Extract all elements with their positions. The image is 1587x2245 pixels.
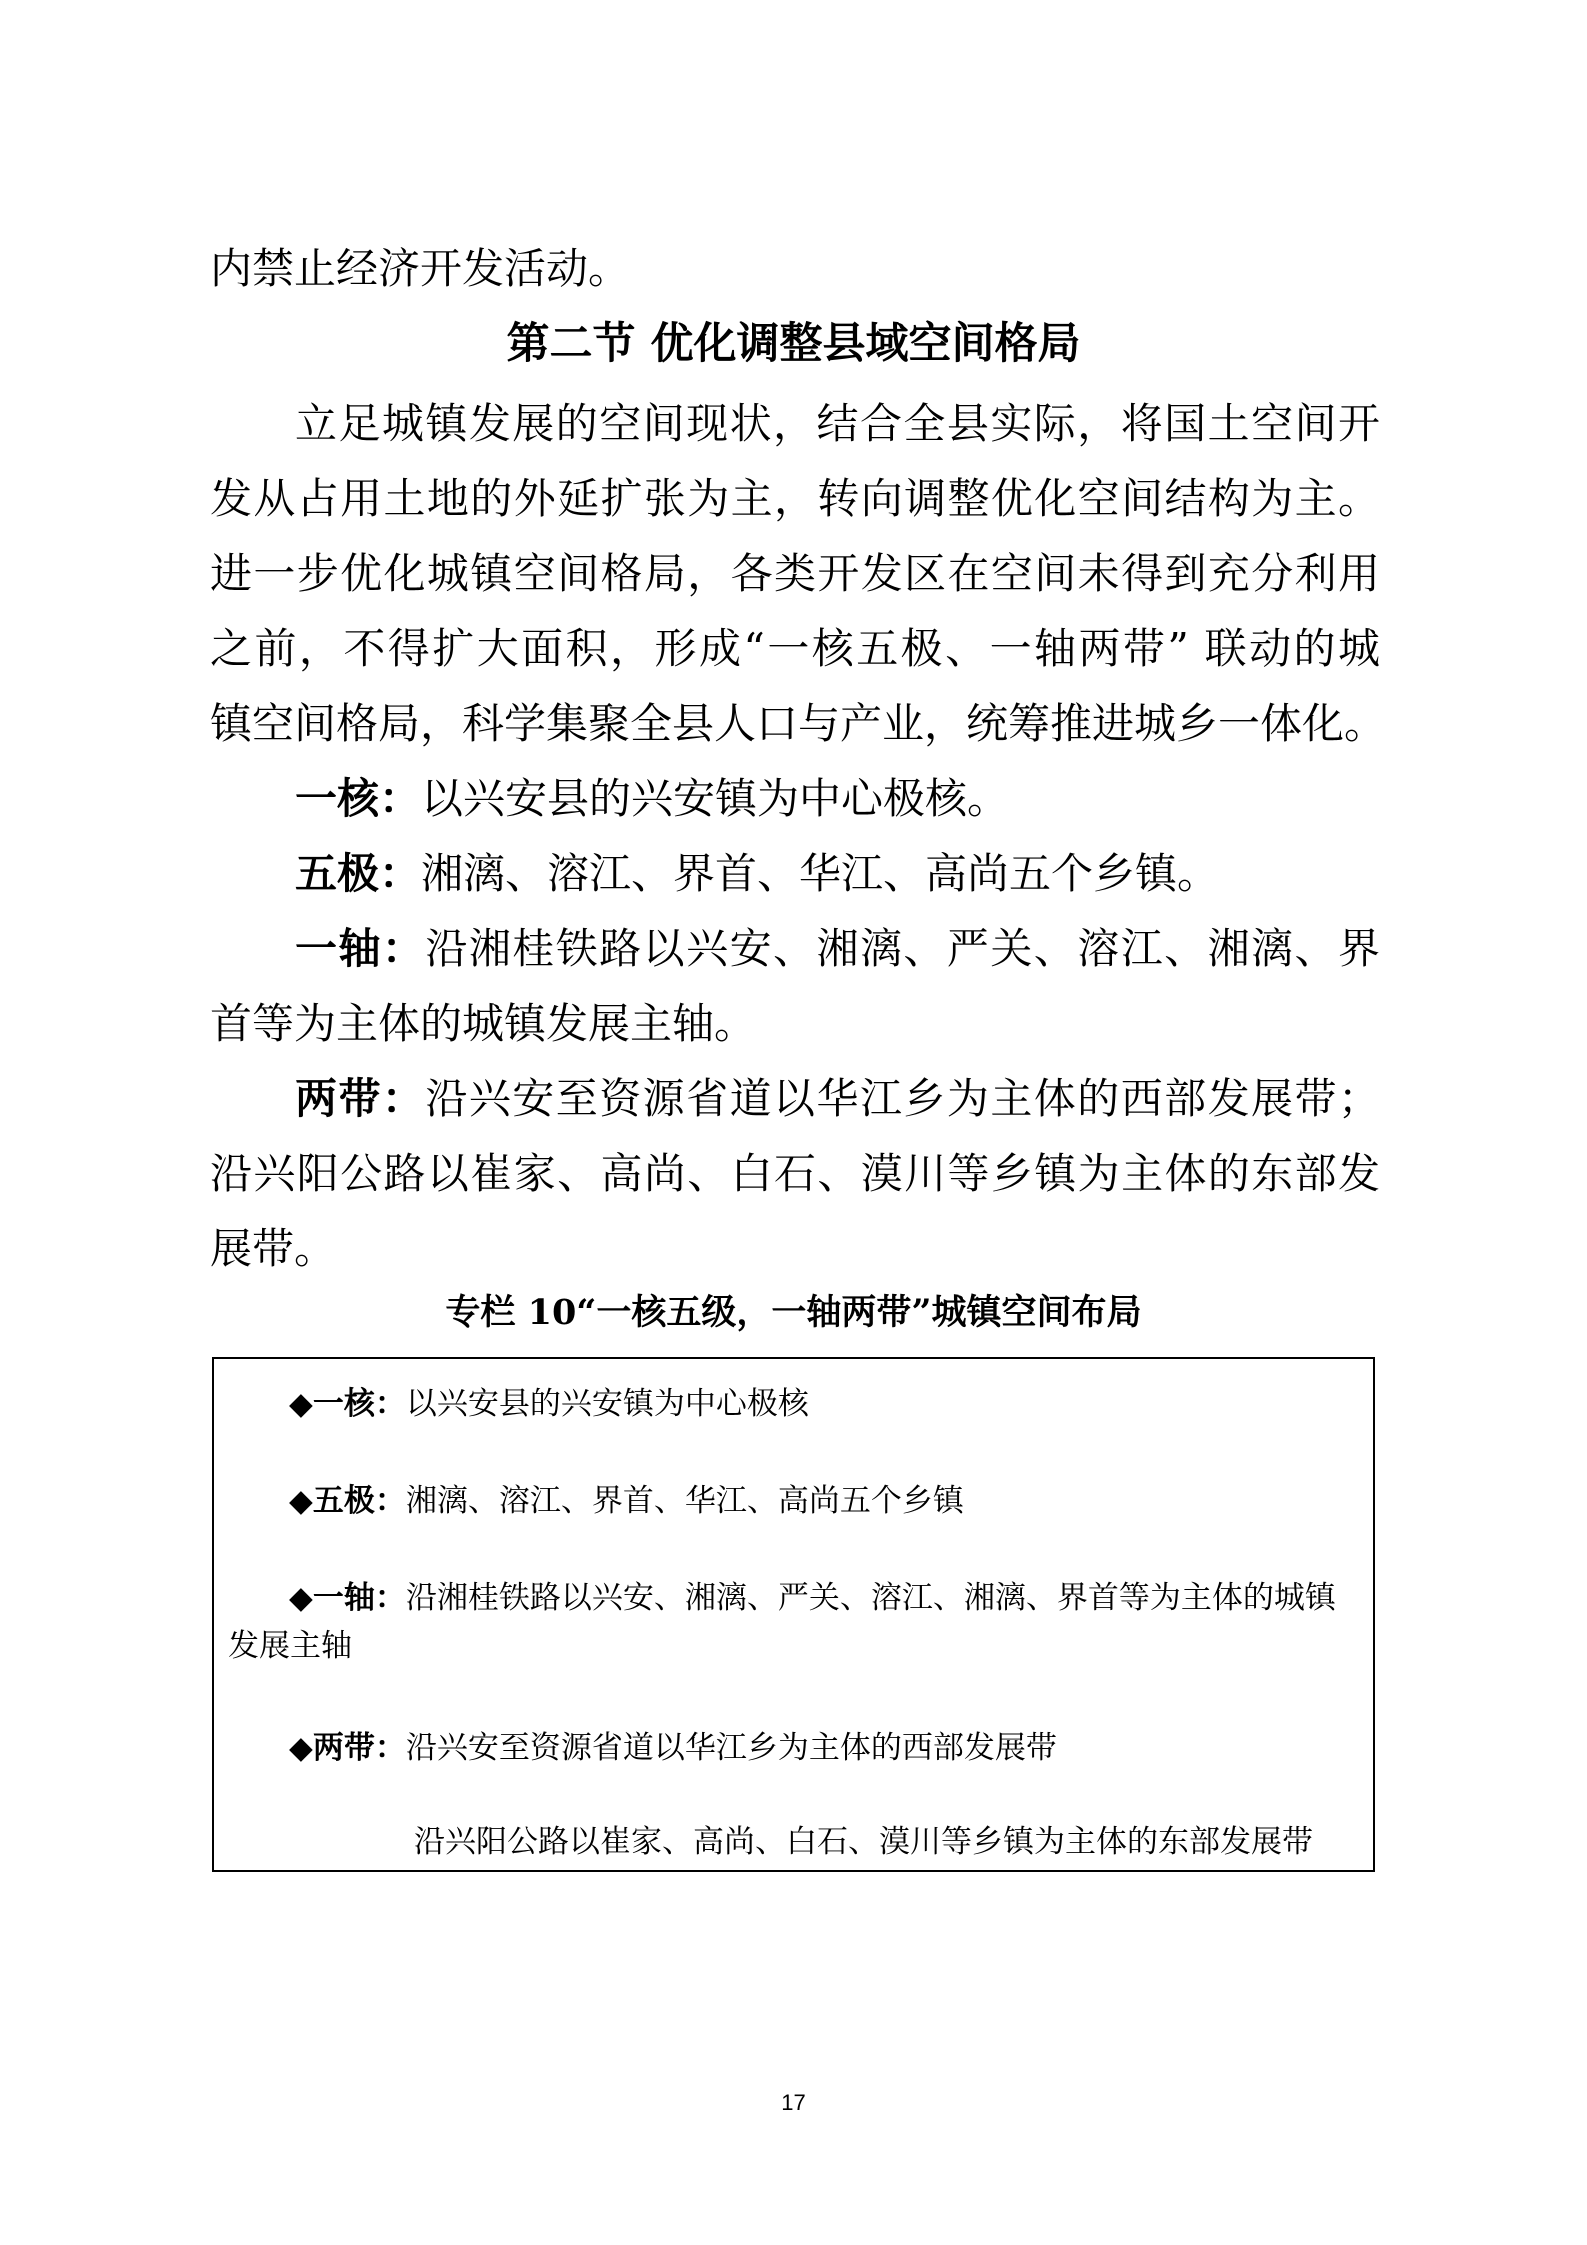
body-line-1: 内禁止经济开发活动。 [210,244,631,293]
box-item-core-text: 以兴安县的兴安镇为中心极核 [405,1386,809,1422]
box-item-axis [289,1580,1336,1616]
page-number: 17 [781,2090,806,2115]
box-item-core-term: ◆一核： [289,1386,406,1422]
body-line-4: 进一步优化城镇空间格局，各类开发区在空间未得到充分利用 [210,549,1380,598]
box-item-axis-text: 沿湘桂铁路以兴安、湘漓、严关、溶江、湘漓、界首等为主体的城镇 [405,1580,1336,1616]
box-item-belts-term: ◆两带： [289,1730,406,1766]
body-line-3: 发从占用土地的外延扩张为主，转向调整优化空间结构为主。 [210,474,1380,523]
info-box [212,1357,1375,1872]
box-item-belts [289,1730,1057,1766]
item-core [295,774,1010,823]
item-axis [295,924,1380,973]
section-heading: 第二节 优化调整县域空间格局 [506,319,1081,369]
body-line-5: 之前，不得扩大面积，形成“一核五极、一轴两带” 联动的城 [210,624,1380,673]
box-item-belts-cont: 沿兴阳公路以崔家、高尚、白石、漠川等乡镇为主体的东部发展带 [414,1824,1313,1860]
item-belts-cont2: 展带。 [210,1224,337,1273]
item-axis-term: 一轴： [295,924,426,973]
item-axis-text: 沿湘桂铁路以兴安、湘漓、严关、溶江、湘漓、界 [425,924,1380,973]
item-belts [295,1074,1380,1123]
item-axis-cont: 首等为主体的城镇发展主轴。 [210,999,757,1048]
item-poles-term: 五极： [295,849,422,898]
box-item-core [289,1386,809,1422]
box-item-axis-cont: 发展主轴 [228,1628,352,1664]
box-item-poles-term: ◆五极： [289,1483,406,1519]
item-belts-cont: 沿兴阳公路以崔家、高尚、白石、漠川等乡镇为主体的东部发 [210,1149,1380,1198]
box-caption: 专栏 10“一核五级，一轴两带”城镇空间布局 [445,1292,1142,1333]
box-item-belts-text: 沿兴安至资源省道以华江乡为主体的西部发展带 [405,1730,1057,1766]
item-core-term: 一核： [295,774,422,823]
item-core-text: 以兴安县的兴安镇为中心极核。 [421,774,1010,823]
body-line-6: 镇空间格局，科学集聚全县人口与产业，统筹推进城乡一体化。 [210,699,1387,748]
body-line-2: 立足城镇发展的空间现状，结合全县实际，将国土空间开 [295,399,1380,448]
item-belts-text: 沿兴安至资源省道以华江乡为主体的西部发展带； [425,1074,1380,1123]
box-item-axis-term: ◆一轴： [289,1580,406,1616]
item-poles-text: 湘漓、溶江、界首、华江、高尚五个乡镇。 [421,849,1220,898]
box-item-poles [289,1483,964,1519]
item-poles [295,849,1220,898]
box-item-poles-text: 湘漓、溶江、界首、华江、高尚五个乡镇 [405,1483,964,1519]
item-belts-term: 两带： [295,1074,426,1123]
